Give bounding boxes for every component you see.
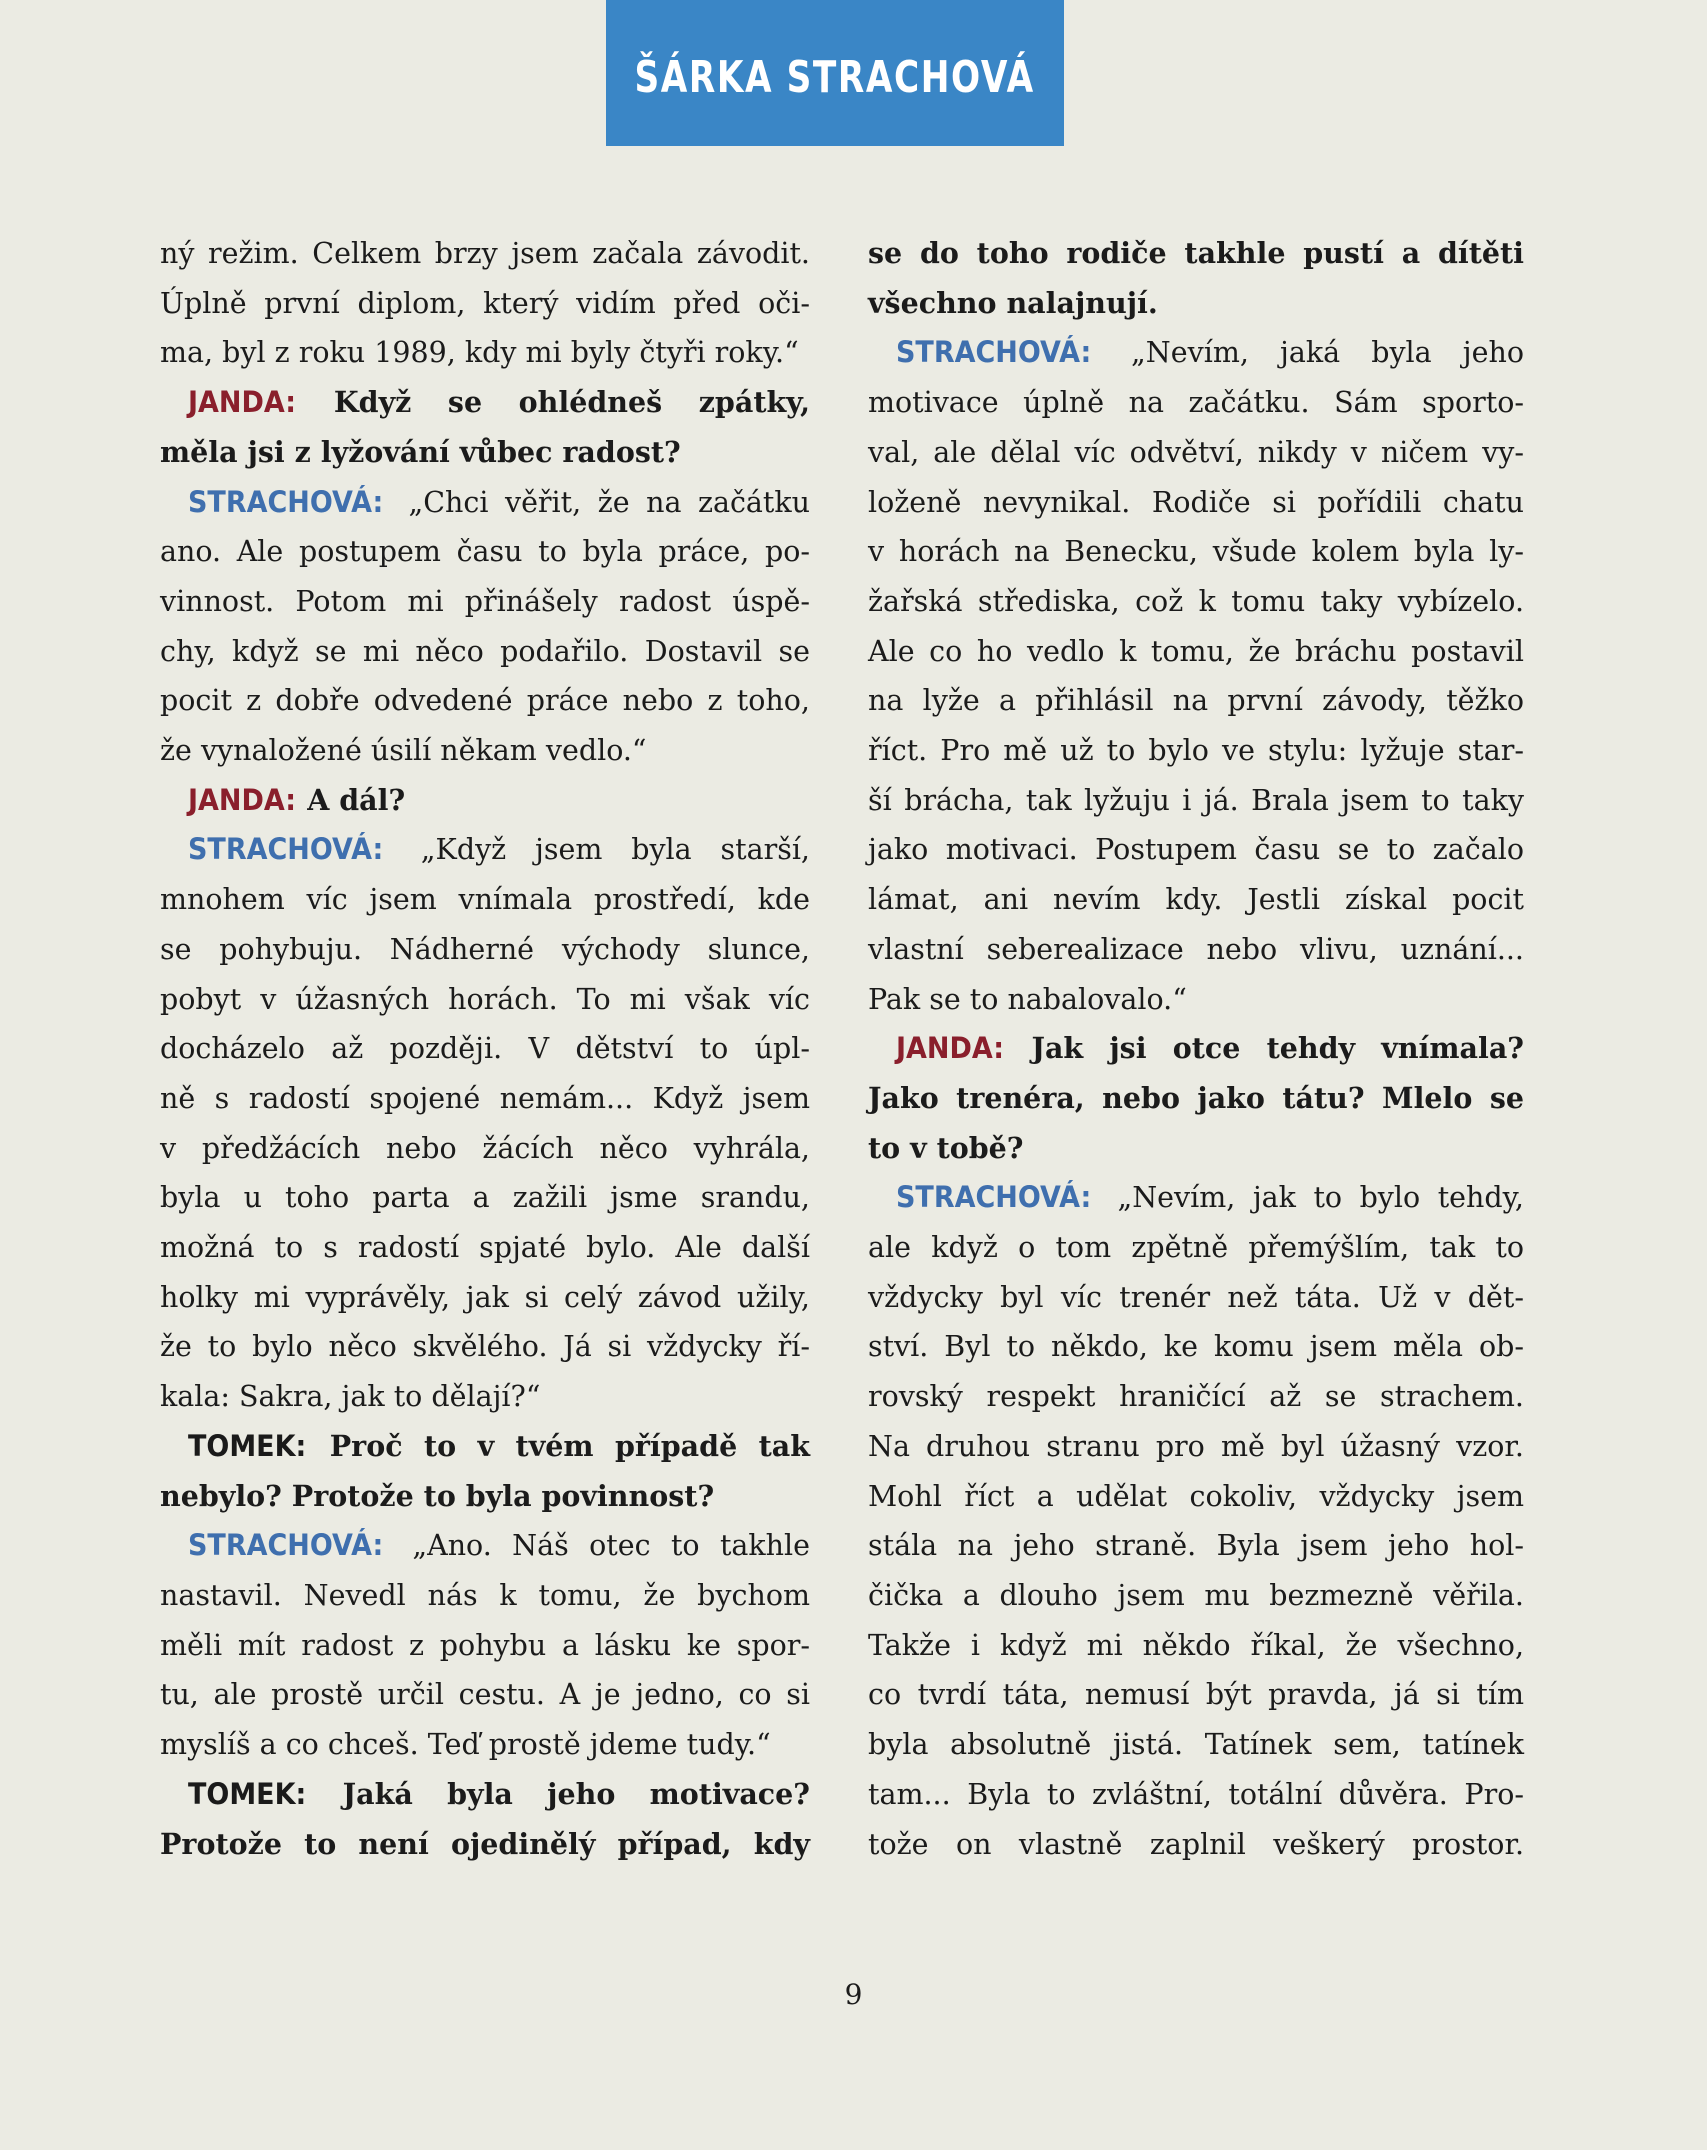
text-line [868,1273,1524,1323]
text-line [868,1322,1524,1372]
answer-text: vždycky byl víc trenér než táta. Už v dět- [868,1280,1524,1314]
question-text: Jaká byla jeho motivace? [342,1776,810,1811]
text-line [160,279,810,329]
text-line [160,1372,810,1422]
question-text: Jak jsi otce tehdy vnímala? [1031,1031,1524,1066]
answer-text: vlastní seberealizace nebo vlivu, uznání... [868,932,1524,966]
text-line [160,478,810,528]
text-line [160,1720,810,1770]
answer-text: žařská střediska, což k tomu taky vybízelo. [868,584,1524,618]
question-text: Protože to není ojedinělý případ, kdy [160,1826,810,1861]
answer-text: ství. Byl to někdo, ke komu jsem měla ob- [868,1330,1524,1364]
question-text: Jako trenéra, nebo jako tátu? Mlelo se [868,1080,1524,1115]
text-line [868,1521,1524,1571]
question-text: nebylo? Protože to byla povinnost? [160,1478,715,1513]
answer-text: stála na jeho straně. Byla jsem jeho hol- [868,1529,1524,1563]
answer-text: se pohybuju. Nádherné východy slunce, [160,932,810,966]
left-text-column [160,229,810,1869]
text-line [868,1670,1524,1720]
answer-text: „Když jsem byla starší, [420,833,810,867]
text-line [160,627,810,677]
answer-text: čička a dlouho jsem mu bezmezně věřila. [868,1578,1524,1612]
text-line [160,726,810,776]
text-line [160,1124,810,1174]
text-line [868,1770,1524,1820]
text-line [160,1621,810,1671]
answer-text: „Chci věřit, že na začátku [408,485,810,519]
answer-text: říct. Pro mě už to bylo ve stylu: lyžuje star- [868,734,1524,768]
text-line [160,1024,810,1074]
answer-text: motivace úplně na začátku. Sám sporto- [868,386,1524,420]
answer-text: byla u toho parta a zažili jsme srandu, [160,1181,810,1215]
text-line [160,527,810,577]
answer-text: chy, když se mi něco podařilo. Dostavil se [160,634,810,668]
answer-text: byla absolutně jistá. Tatínek sem, tatínek [868,1728,1524,1762]
text-line [868,676,1524,726]
text-line [868,527,1524,577]
question-text: A dál? [307,782,406,817]
speaker-label: STRACHOVÁ: [896,335,1092,370]
text-line [868,1422,1524,1472]
text-line [160,1273,810,1323]
answer-text: v předžácích nebo žácích něco vyhrála, [160,1131,810,1165]
text-line [160,1322,810,1372]
text-line [868,1223,1524,1273]
answer-text: mnohem víc jsem vnímala prostředí, kde [160,883,810,917]
answer-text: docházelo až později. V dětství to úpl- [160,1032,810,1066]
answer-text: holky mi vyprávěly, jak si celý závod užily, [160,1280,810,1314]
answer-text: myslíš a co chceš. Teď prostě jdeme tudy.“ [160,1728,771,1762]
answer-text: „Ano. Náš otec to takhle [412,1529,811,1563]
speaker-label: JANDA: [896,1031,1005,1066]
text-line [160,925,810,975]
speaker-label: JANDA: [188,782,297,817]
text-line [868,1173,1524,1223]
text-line [868,975,1524,1025]
text-line [868,875,1524,925]
text-line [868,328,1524,378]
answer-text: v horách na Benecku, všude kolem byla ly- [868,535,1524,569]
answer-text: že vynaložené úsilí někam vedlo.“ [160,734,647,768]
answer-text: rovský respekt hraničící až se strachem. [868,1380,1524,1414]
text-line [868,825,1524,875]
speaker-label: STRACHOVÁ: [188,1528,384,1563]
answer-text: ný režim. Celkem brzy jsem začala závodit. [160,237,810,270]
text-line [160,676,810,726]
answer-text: že to bylo něco skvělého. Já si vždycky ří- [160,1330,810,1364]
speaker-label: TOMEK: [188,1776,307,1811]
text-line [868,776,1524,826]
page-number: 9 [844,1978,863,2011]
text-line [160,577,810,627]
question-text: měla jsi z lyžování vůbec radost? [160,434,681,469]
answer-text: ně s radostí spojené nemám... Když jsem [160,1081,810,1115]
text-line [868,1024,1524,1074]
text-line [868,577,1524,627]
text-line [160,1521,810,1571]
text-line [868,1621,1524,1671]
answer-text: ale když o tom zpětně přemýšlím, tak to [868,1231,1524,1265]
answer-text: lámat, ani nevím kdy. Jestli získal pocit [868,883,1524,917]
answer-text: nastavil. Nevedl nás k tomu, že bychom [160,1578,810,1612]
answer-text: tu, ale prostě určil cestu. A je jedno, co si [160,1678,810,1712]
text-line [160,1173,810,1223]
answer-text: ma, byl z roku 1989, kdy mi byly čtyři roky.“ [160,336,799,370]
text-line [160,328,810,378]
text-line [868,627,1524,677]
answer-text: pocit z dobře odvedené práce nebo z toho, [160,684,810,718]
text-line [160,1074,810,1124]
text-line [868,1720,1524,1770]
answer-text: ší brácha, tak lyžuju i já. Brala jsem to taky [868,783,1524,817]
question-text: všechno nalajnují. [868,285,1158,320]
answer-text: „Nevím, jak to bylo tehdy, [1117,1181,1524,1215]
answer-text: Mohl říct a udělat cokoliv, vždycky jsem [868,1479,1524,1513]
answer-text: kala: Sakra, jak to dělají?“ [160,1380,541,1414]
text-line [160,975,810,1025]
text-line [160,229,810,279]
text-line [160,825,810,875]
answer-text: jako motivaci. Postupem času se to začalo [868,833,1524,867]
answer-text: možná to s radostí spjaté bylo. Ale další [160,1231,810,1265]
answer-text: tože on vlastně zaplnil veškerý prostor. [868,1827,1524,1861]
text-line [160,1571,810,1621]
text-line [160,776,810,826]
text-line [160,875,810,925]
chapter-header [606,0,1064,146]
text-line [868,378,1524,428]
question-text: se do toho rodiče takhle pustí a dítěti [868,236,1524,270]
answer-text: na lyže a přihlásil na první závody, těžko [868,684,1524,718]
answer-text: vinnost. Potom mi přinášely radost úspě- [160,584,810,618]
text-line [868,726,1524,776]
answer-text: Pak se to nabalovalo.“ [868,982,1187,1016]
text-line [868,478,1524,528]
answer-text: „Nevím, jaká byla jeho [1131,336,1524,370]
text-line [868,1074,1524,1124]
speaker-label: STRACHOVÁ: [188,832,384,867]
answer-text: pobyt v úžasných horách. To mi však víc [160,982,810,1016]
answer-text: ano. Ale postupem času to byla práce, po- [160,535,810,569]
text-line [160,1223,810,1273]
answer-text: Ale co ho vedlo k tomu, že bráchu postavil [868,634,1524,668]
answer-text: co tvrdí táta, nemusí být pravda, já si tím [868,1678,1524,1712]
text-line [160,1422,810,1472]
text-line [868,1571,1524,1621]
text-line [868,428,1524,478]
question-text: Proč to v tvém případě tak [329,1428,810,1463]
answer-text: Takže i když mi někdo říkal, že všechno, [868,1628,1524,1662]
text-line [868,229,1524,279]
question-text: Když se ohlédneš zpátky, [333,385,810,420]
text-line [160,1770,810,1820]
text-line [868,279,1524,329]
text-line [868,1124,1524,1174]
speaker-label: STRACHOVÁ: [896,1180,1092,1215]
speaker-label: TOMEK: [188,1428,307,1463]
answer-text: měli mít radost z pohybu a lásku ke spor- [160,1628,810,1662]
right-text-column [868,229,1524,1869]
answer-text: loženě nevynikal. Rodiče si pořídili chatu [868,485,1524,519]
answer-text: Úplně první diplom, který vidím před oči- [160,286,810,320]
text-line [160,1820,810,1870]
answer-text: val, ale dělal víc odvětví, nikdy v ničem vy- [868,435,1524,469]
text-line [160,428,810,478]
chapter-title: ŠÁRKA STRACHOVÁ [634,51,1036,103]
text-line [868,925,1524,975]
text-line [160,378,810,428]
text-line [160,1670,810,1720]
text-line [160,1472,810,1522]
question-text: to v tobě? [868,1130,1024,1165]
answer-text: tam... Byla to zvláštní, totální důvěra. Pro- [868,1777,1524,1811]
text-line [868,1472,1524,1522]
text-line [868,1820,1524,1870]
text-line [868,1372,1524,1422]
speaker-label: STRACHOVÁ: [188,484,384,519]
answer-text: Na druhou stranu pro mě byl úžasný vzor. [868,1429,1524,1463]
speaker-label: JANDA: [188,385,297,420]
